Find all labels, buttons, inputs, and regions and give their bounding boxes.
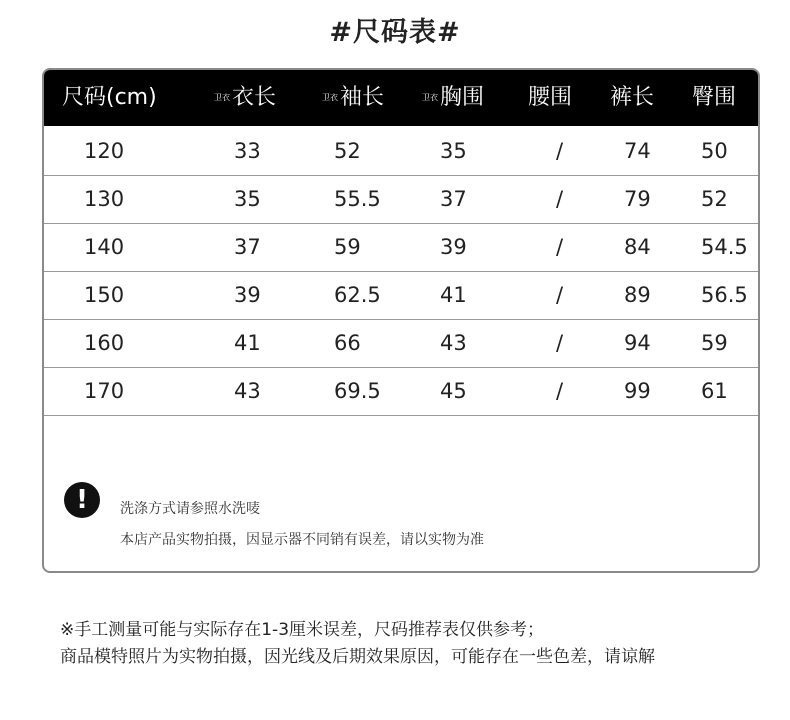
table-cell: 69.5 [334,379,381,403]
table-cell: 160 [84,331,125,355]
table-cell: 140 [84,235,125,259]
table-cell: 59 [701,331,728,355]
header-length: 卫衣衣长 [214,85,277,110]
header-hip: 臀围 [692,85,737,110]
table-cell: 50 [701,139,728,163]
table-cell: 170 [84,379,125,403]
table-cell: 39 [234,283,261,307]
table-cell: 37 [234,235,261,259]
header-waist: 腰围 [528,85,573,110]
footer-note-measure: ※手工测量可能与实际存在1-3厘米误差，尺码推荐表仅供参考； [60,620,545,640]
table-cell: 39 [440,235,467,259]
table-cell: / [556,235,564,259]
table-cell: 120 [84,139,125,163]
footer-note-color: 商品模特照片为实物拍摄，因光线及后期效果原因，可能存在一些色差，请谅解 [60,647,655,667]
table-cell: 74 [624,139,651,163]
exclamation-icon: ! [64,482,100,518]
table-row [44,319,758,368]
table-row [44,127,758,176]
table-cell: / [556,187,564,211]
page-title: #尺码表# [329,17,461,48]
header-size: 尺码(cm) [62,85,157,110]
table-cell: 79 [624,187,651,211]
table-cell: 94 [624,331,651,355]
table-cell: 130 [84,187,125,211]
size-chart-card [42,68,760,573]
table-row [44,367,758,416]
table-header [44,70,758,126]
table-cell: 33 [234,139,261,163]
header-pants-length: 裤长 [610,85,655,110]
table-cell: 66 [334,331,361,355]
table-cell: 52 [334,139,361,163]
table-cell: 37 [440,187,467,211]
table-cell: 54.5 [701,235,748,259]
table-cell: 45 [440,379,467,403]
table-cell: 55.5 [334,187,381,211]
table-row [44,271,758,320]
table-cell: 150 [84,283,125,307]
table-cell: / [556,331,564,355]
table-cell: 41 [440,283,467,307]
notice-wash: 洗涤方式请参照水洗唛 [120,501,260,517]
table-cell: 61 [701,379,728,403]
table-cell: 35 [234,187,261,211]
header-chest: 卫衣胸围 [422,85,485,110]
table-cell: 56.5 [701,283,748,307]
table-cell: 52 [701,187,728,211]
table-cell: 84 [624,235,651,259]
table-cell: 59 [334,235,361,259]
table-cell: 35 [440,139,467,163]
table-cell: / [556,283,564,307]
table-cell: 62.5 [334,283,381,307]
notice-photo: 本店产品实物拍摄，因显示器不同销有误差，请以实物为准 [120,532,484,548]
table-row [44,223,758,272]
table-cell: 99 [624,379,651,403]
table-cell: 89 [624,283,651,307]
table-cell: / [556,379,564,403]
table-cell: 41 [234,331,261,355]
table-row [44,175,758,224]
table-cell: / [556,139,564,163]
table-cell: 43 [234,379,261,403]
header-sleeve: 卫衣袖长 [322,85,385,110]
table-cell: 43 [440,331,467,355]
